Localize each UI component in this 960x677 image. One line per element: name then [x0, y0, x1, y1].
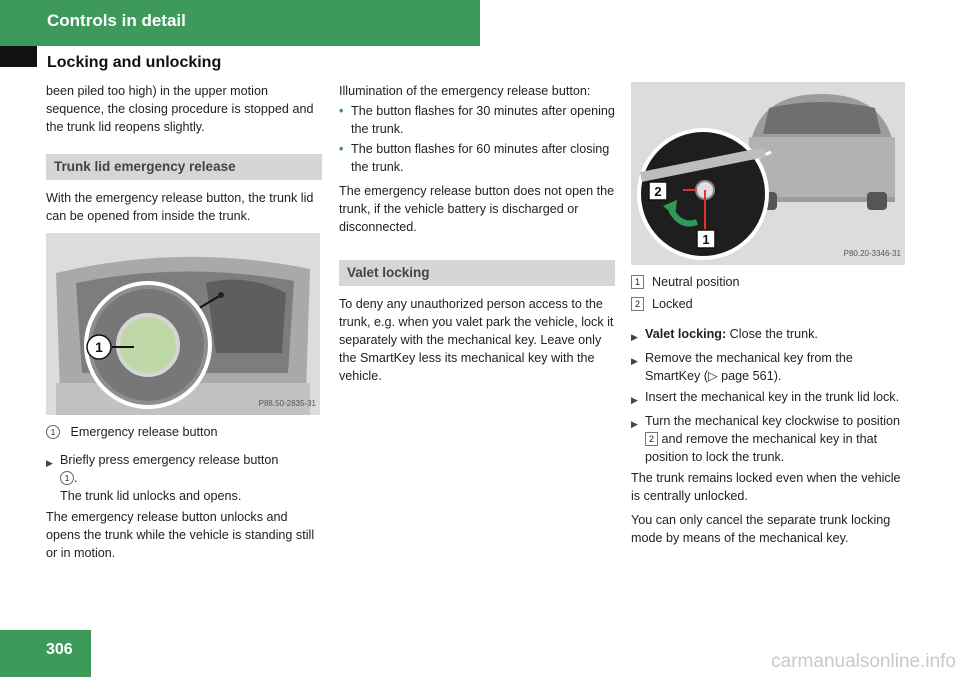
- step-turn-key: [631, 412, 907, 466]
- middle-column: [339, 82, 615, 391]
- valet-steps: [631, 325, 907, 466]
- step-number: 1: [60, 471, 74, 485]
- closing-paragraph: The emergency release button unlocks and opens the trunk while the vehicle is standing still or in motion.: [46, 510, 315, 560]
- bullet-dot-icon: •: [339, 142, 344, 156]
- bullet-item: [339, 102, 615, 138]
- step-bold-label: Valet locking:: [645, 327, 727, 341]
- step-suffix: .: [74, 471, 78, 485]
- centrally-unlocked-paragraph: The trunk remains locked even when the vehicle is centrally unlocked.: [631, 471, 901, 503]
- page-number: 306: [46, 641, 73, 658]
- illumination-title: Illumination of the emergency release button:: [339, 84, 591, 98]
- step-arrow-icon: ▶: [631, 332, 638, 342]
- step-arrow-icon: ▶: [631, 419, 638, 429]
- step-insert-key: [631, 388, 907, 409]
- step-result: The trunk lid unlocks and opens.: [60, 489, 242, 503]
- legend-number: 1: [46, 425, 60, 439]
- step-text: Insert the mechanical key in the trunk lid lock.: [645, 390, 900, 404]
- chapter-title: Controls in detail: [47, 11, 186, 30]
- battery-paragraph: The emergency release button does not open the trunk, if the vehicle battery is discharged or disconnected.: [339, 184, 615, 234]
- step-text: Briefly press emergency release button: [60, 453, 279, 467]
- legend-number: 2: [631, 297, 644, 311]
- bullet-text: The button flashes for 30 minutes after opening the trunk.: [351, 104, 615, 136]
- step-arrow-icon: ▶: [631, 356, 638, 366]
- step-position-number: 2: [645, 432, 658, 446]
- section-subtitle: Locking and unlocking: [47, 54, 222, 71]
- right-column: [631, 82, 907, 553]
- legend-number: 1: [631, 275, 644, 289]
- step-text-continued: and remove the mechanical key in that position to lock the trunk.: [645, 432, 878, 464]
- step-text: Turn the mechanical key clockwise to position: [645, 414, 901, 428]
- header-accent-block: [0, 46, 37, 67]
- section-heading-valet-locking: Valet locking: [339, 260, 615, 286]
- photo-legend: [631, 273, 907, 313]
- step-remove-key: [631, 349, 907, 385]
- step-arrow-icon: ▶: [46, 458, 53, 468]
- left-column: [46, 82, 322, 568]
- legend-row-neutral: [631, 273, 907, 291]
- legend-label: Locked: [652, 297, 693, 311]
- cancel-locking-paragraph: You can only cancel the separate trunk locking mode by means of the mechanical key.: [631, 513, 891, 545]
- photo-callout-1: 1: [95, 339, 103, 355]
- section-heading-trunk-release: Trunk lid emergency release: [46, 154, 322, 180]
- bullet-dot-icon: •: [339, 104, 344, 118]
- watermark: carmanualsonline.info: [771, 651, 956, 672]
- trunk-release-paragraph: With the emergency release button, the trunk lid can be opened from inside the trunk.: [46, 191, 314, 223]
- photo-callout-2: 2: [654, 184, 662, 199]
- bullet-item: [339, 140, 615, 176]
- photo-reference-code: P80.20-3346-31: [843, 249, 901, 258]
- step-close-trunk: [631, 325, 907, 346]
- step-arrow-icon: ▶: [631, 395, 638, 405]
- step-text: Remove the mechanical key from the SmartKey (▷ page 561).: [645, 351, 853, 383]
- step-text: Close the trunk.: [726, 327, 818, 341]
- emergency-release-photo: [46, 233, 320, 415]
- step-press-button: [46, 451, 322, 505]
- photo-callout-1: 1: [702, 232, 710, 247]
- legend-emergency-button: [46, 423, 322, 441]
- photo-reference-code: P88.50-2835-31: [258, 399, 316, 408]
- legend-row-locked: [631, 295, 907, 313]
- legend-label: Emergency release button: [70, 425, 218, 439]
- bullet-text: The button flashes for 60 minutes after closing the trunk.: [351, 142, 610, 174]
- legend-label: Neutral position: [652, 275, 740, 289]
- valet-lock-photo: [631, 82, 905, 265]
- valet-paragraph: To deny any unauthorized person access to the trunk, e.g. when you valet park the vehicle, lock it separately with the mechanical key. Leave only the SmartKey less its mechanical key with the vehicle.: [339, 297, 614, 383]
- intro-paragraph: been piled too high) in the upper motion sequence, the closing procedure is stopped and the trunk lid reopens slightly.: [46, 84, 314, 134]
